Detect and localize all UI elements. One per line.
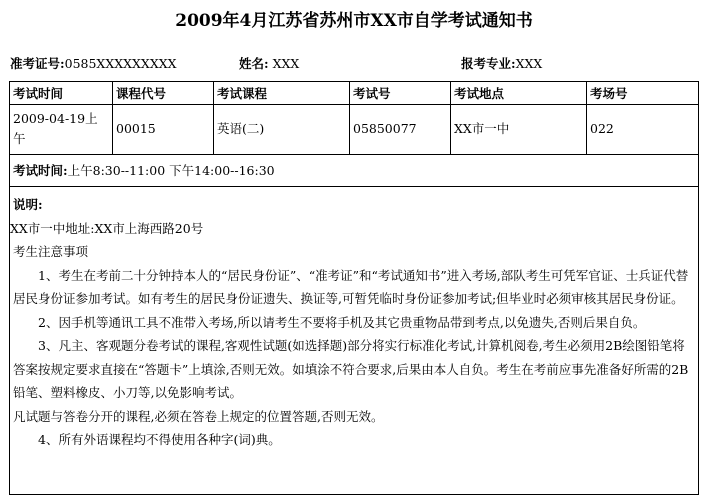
exam-time-line xyxy=(13,161,275,181)
page-title: 2009年4月江苏省苏州市XX市自学考试通知书 xyxy=(175,11,533,31)
exam-table xyxy=(9,81,699,495)
column-divider xyxy=(349,82,350,154)
notes-item-4: 4、所有外语课程均不得使用各种字(词)典。 xyxy=(38,432,281,447)
candidate-name-label: 姓名: xyxy=(239,56,269,71)
row-divider xyxy=(10,154,698,155)
column-divider xyxy=(213,82,214,154)
row-divider xyxy=(10,186,698,187)
notes-address: XX市一中地址:XX市上海西路20号 xyxy=(10,220,204,236)
exam-time-label: 考试时间: xyxy=(13,163,68,178)
cell-course: 英语(二) xyxy=(217,121,265,136)
header-exam-location: 考试地点 xyxy=(454,86,505,101)
notes-section xyxy=(10,193,697,452)
notes-item-2: 2、因手机等通讯工具不准带入考场,所以请考生不要将手机及其它贵重物品带到考点,以免遗失,否则后果自负。 xyxy=(38,314,646,330)
header-exam-time: 考试时间 xyxy=(13,86,64,101)
notes-item-3: 3、凡主、客观题分卷考试的课程,客观性试题(如选择题)部分将实行标准化考试,计算机阅卷,考生必须用2B绘图铅笔将答案按规定要求直接在“答题卡”上填涂,否则无效。如填涂不符合要求,后果由本人自负。考生在考前应事先准备好所需的2B铅笔、塑料橡皮、小刀等,以免影响考试。 xyxy=(13,338,689,400)
column-divider xyxy=(112,82,113,154)
ticket-number-label: 准考证号: xyxy=(10,56,65,71)
header-room-number: 考场号 xyxy=(590,86,628,101)
header-course-code: 课程代号 xyxy=(116,86,167,101)
column-divider xyxy=(450,82,451,154)
candidate-name-value: XXX xyxy=(272,56,300,71)
candidate-major-label: 报考专业: xyxy=(461,56,516,71)
notes-item-1: 1、考生在考前二十分钟持本人的“居民身份证”、“准考证”和“考试通知书”进入考场,部队考生可凭军官证、士兵证代替居民身份证参加考试。如有考生的居民身份证遗失、换证等,可暂凭临时身份证参加考试;但毕业时必须审核其居民身份证。 xyxy=(13,267,689,306)
cell-exam-number: 05850077 xyxy=(353,121,417,136)
candidate-major xyxy=(461,54,542,72)
column-divider xyxy=(586,82,587,154)
notes-heading: 考生注意事项 xyxy=(13,244,89,259)
cell-exam-time: 2009-04-19上午 xyxy=(13,111,98,146)
header-exam-number: 考试号 xyxy=(353,86,391,101)
notes-item-3b: 凡试题与答卷分开的课程,必须在答卷上规定的位置答题,否则无效。 xyxy=(13,408,384,424)
notes-label: 说明: xyxy=(13,197,43,212)
exam-time-value: 上午8:30--11:00 下午14:00--16:30 xyxy=(67,163,275,178)
candidate-name xyxy=(239,54,299,72)
cell-course-code: 00015 xyxy=(116,121,156,136)
candidate-major-value: XXX xyxy=(515,56,543,71)
cell-exam-location: XX市一中 xyxy=(454,121,510,136)
ticket-number-value: 0585XXXXXXXXX xyxy=(64,56,177,71)
cell-room-number: 022 xyxy=(590,121,614,136)
header-course: 考试课程 xyxy=(217,86,268,101)
ticket-number xyxy=(10,54,177,72)
row-divider xyxy=(10,104,698,105)
